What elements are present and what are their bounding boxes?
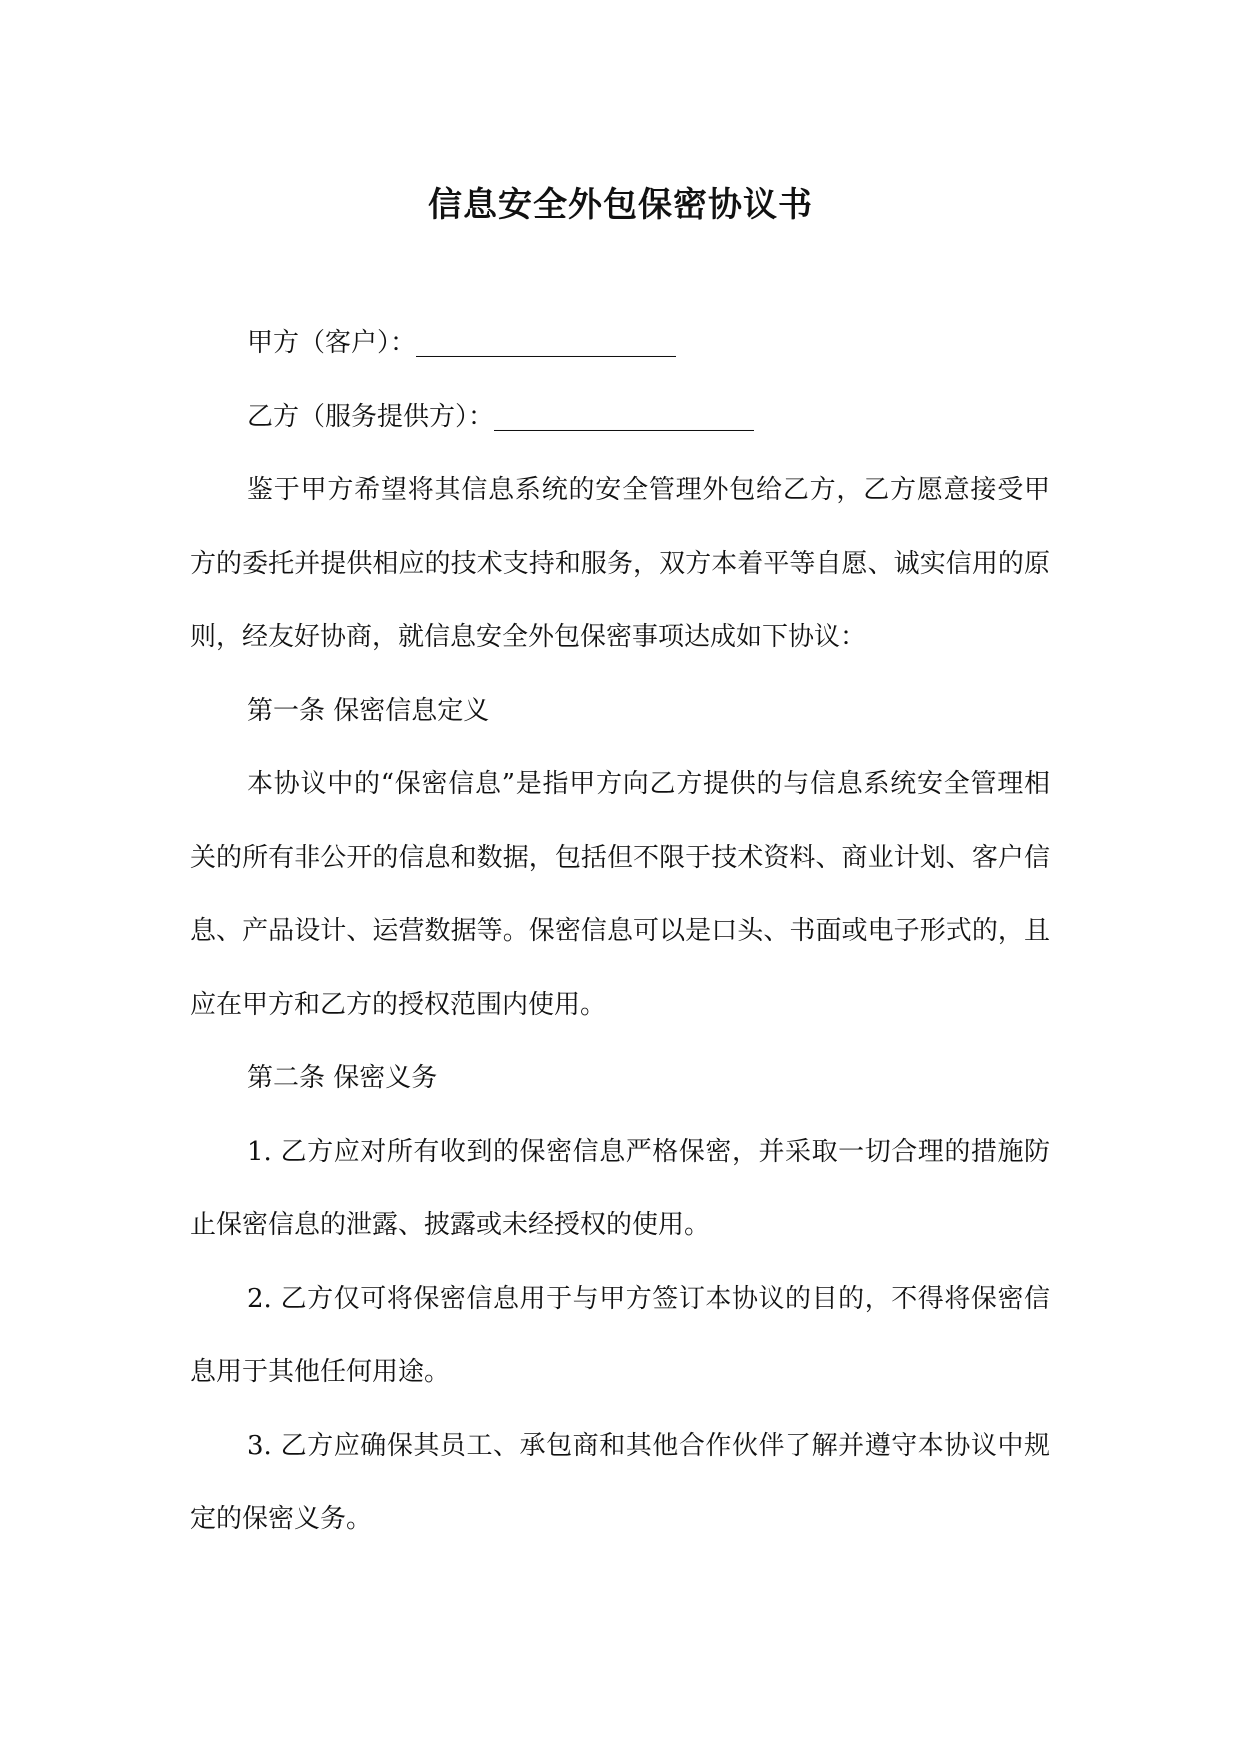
article-1-heading: 第一条 保密信息定义 bbox=[247, 695, 490, 726]
preamble-paragraph: 鉴于甲方希望将其信息系统的安全管理外包给乙方，乙方愿意接受甲方的委托并提供相应的技术支持和服务，双方本着平等自愿、诚实信用的原则，经友好协商，就信息安全外包保密事项达成如下协议： bbox=[190, 475, 1050, 652]
article-2-item-2: 2. 乙方仅可将保密信息用于与甲方签订本协议的目的，不得将保密信息用于其他任何用途。 bbox=[190, 1283, 1050, 1387]
article-2-item-3: 3. 乙方应确保其员工、承包商和其他合作伙伴了解并遵守本协议中规定的保密义务。 bbox=[190, 1430, 1050, 1534]
party-b-blank: ____________________ bbox=[494, 401, 755, 432]
party-b-label: 乙方（服务提供方）： bbox=[247, 401, 495, 432]
party-a-label: 甲方（客户）： bbox=[247, 328, 417, 358]
article-1-paragraph: 本协议中的“保密信息”是指甲方向乙方提供的与信息系统安全管理相关的所有非公开的信息和数据，包括但不限于技术资料、商业计划、客户信息、产品设计、运营数据等。保密信息可以是口头、书面或电子形式的，且应在甲方和乙方的授权范围内使用。 bbox=[190, 769, 1050, 1020]
document-title: 信息安全外包保密协议书 bbox=[428, 185, 813, 225]
party-b-line bbox=[190, 381, 1050, 455]
party-a-line bbox=[190, 307, 1050, 381]
party-a-blank: ____________________ bbox=[416, 328, 677, 358]
article-2-item-1: 1. 乙方应对所有收到的保密信息严格保密，并采取一切合理的措施防止保密信息的泄露、披露或未经授权的使用。 bbox=[190, 1136, 1050, 1240]
document-body bbox=[190, 307, 1050, 1557]
article-2-heading: 第二条 保密义务 bbox=[247, 1063, 438, 1093]
